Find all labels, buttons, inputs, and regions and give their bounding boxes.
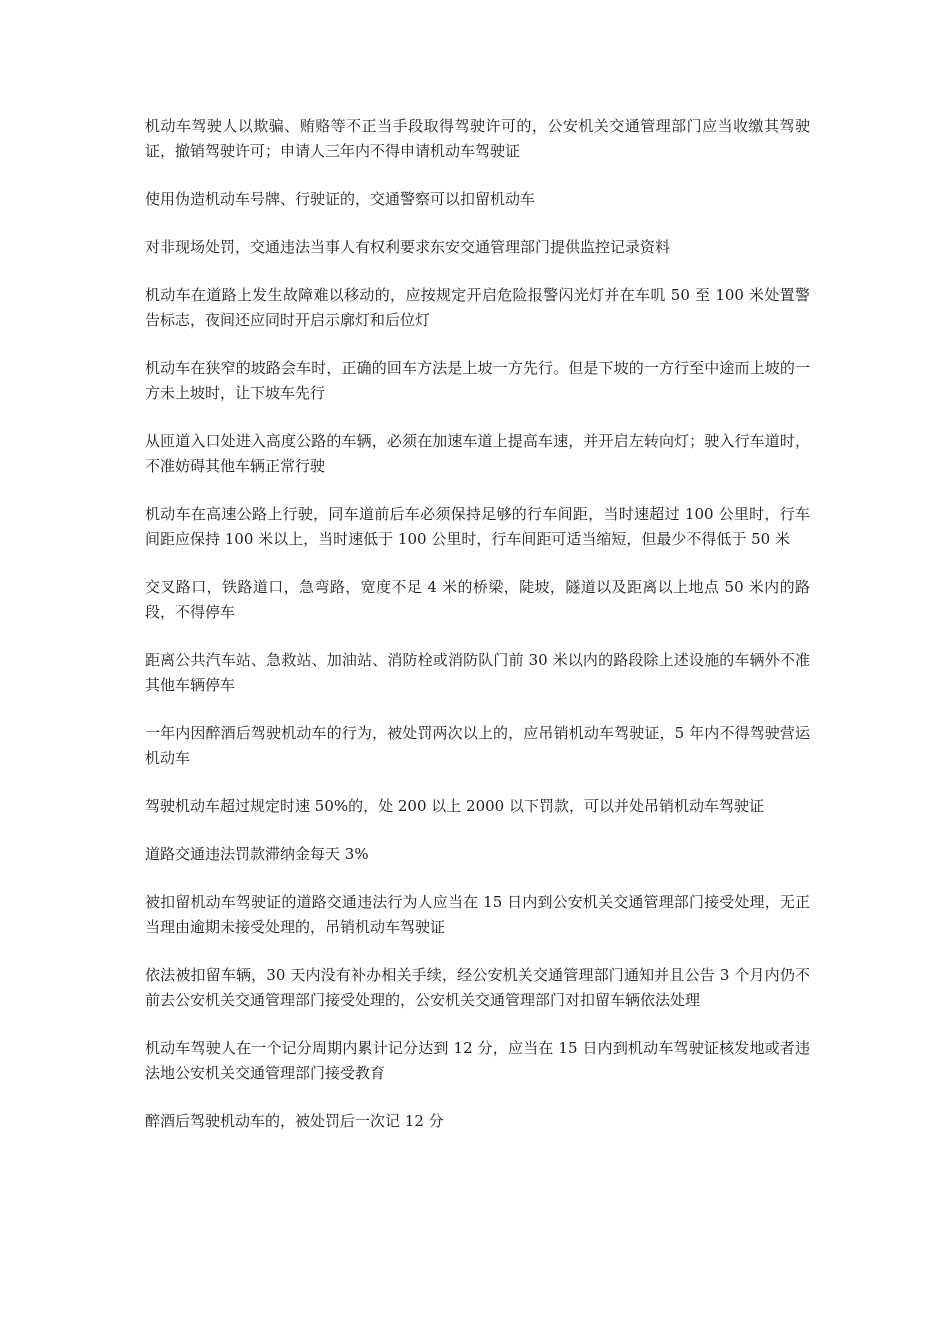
document-body [145, 114, 810, 1157]
paragraph-5: 机动车在狭窄的坡路会车时，正确的回车方法是上坡一方先行。但是下坡的一方行至中途而上坡的一方未上坡时，让下坡车先行 [145, 359, 810, 402]
paragraph-8: 交叉路口，铁路道口，急弯路，宽度不足 4 米的桥梁，陡坡，隧道以及距离以上地点 50 米内的路段，不得停车 [145, 578, 810, 621]
paragraph-10: 一年内因醉酒后驾驶机动车的行为，被处罚两次以上的，应吊销机动车驾驶证，5 年内不得驾驶营运机动车 [145, 724, 810, 767]
paragraph-14: 依法被扣留车辆，30 天内没有补办相关手续，经公安机关交通管理部门通知并且公告 3 个月内仍不前去公安机关交通管理部门接受处理的，公安机关交通管理部门对扣留车辆依法处理 [145, 966, 810, 1009]
paragraph-13: 被扣留机动车驾驶证的道路交通违法行为人应当在 15 日内到公安机关交通管理部门接受处理，无正当理由逾期未接受处理的，吊销机动车驾驶证 [145, 893, 810, 936]
paragraph-16: 醉酒后驾驶机动车的，被处罚后一次记 12 分 [145, 1112, 444, 1130]
paragraph-3: 对非现场处罚，交通违法当事人有权利要求东安交通管理部门提供监控记录资料 [145, 238, 671, 256]
paragraph-9: 距离公共汽车站、急救站、加油站、消防栓或消防队门前 30 米以内的路段除上述设施的车辆外不准其他车辆停车 [145, 651, 810, 694]
paragraph-12: 道路交通违法罚款滞纳金每天 3% [145, 845, 369, 863]
paragraph-4: 机动车在道路上发生故障难以移动的，应按规定开启危险报警闪光灯并在车叽 50 至 100 米处置警告标志，夜间还应同时开启示廓灯和后位灯 [145, 286, 810, 329]
paragraph-7: 机动车在高速公路上行驶，同车道前后车必须保持足够的行车间距，当时速超过 100 公里时，行车间距应保持 100 米以上，当时速低于 100 公里时，行车间距可适当缩短，但最少不得低于 50 米 [145, 505, 810, 548]
paragraph-11: 驾驶机动车超过规定时速 50%的，处 200 以上 2000 以下罚款，可以并处吊销机动车驾驶证 [145, 797, 764, 815]
paragraph-2: 使用伪造机动车号牌、行驶证的，交通警察可以扣留机动车 [145, 190, 536, 208]
paragraph-1: 机动车驾驶人以欺骗、贿赂等不正当手段取得驾驶许可的，公安机关交通管理部门应当收缴其驾驶证，撤销驾驶许可；申请人三年内不得申请机动车驾驶证 [145, 117, 810, 160]
paragraph-6: 从匝道入口处进入高度公路的车辆，必须在加速车道上提高车速，并开启左转向灯；驶入行车道时，不准妨碍其他车辆正常行驶 [145, 432, 810, 475]
paragraph-15: 机动车驾驶人在一个记分周期内累计记分达到 12 分，应当在 15 日内到机动车驾驶证核发地或者违法地公安机关交通管理部门接受教育 [145, 1039, 810, 1082]
